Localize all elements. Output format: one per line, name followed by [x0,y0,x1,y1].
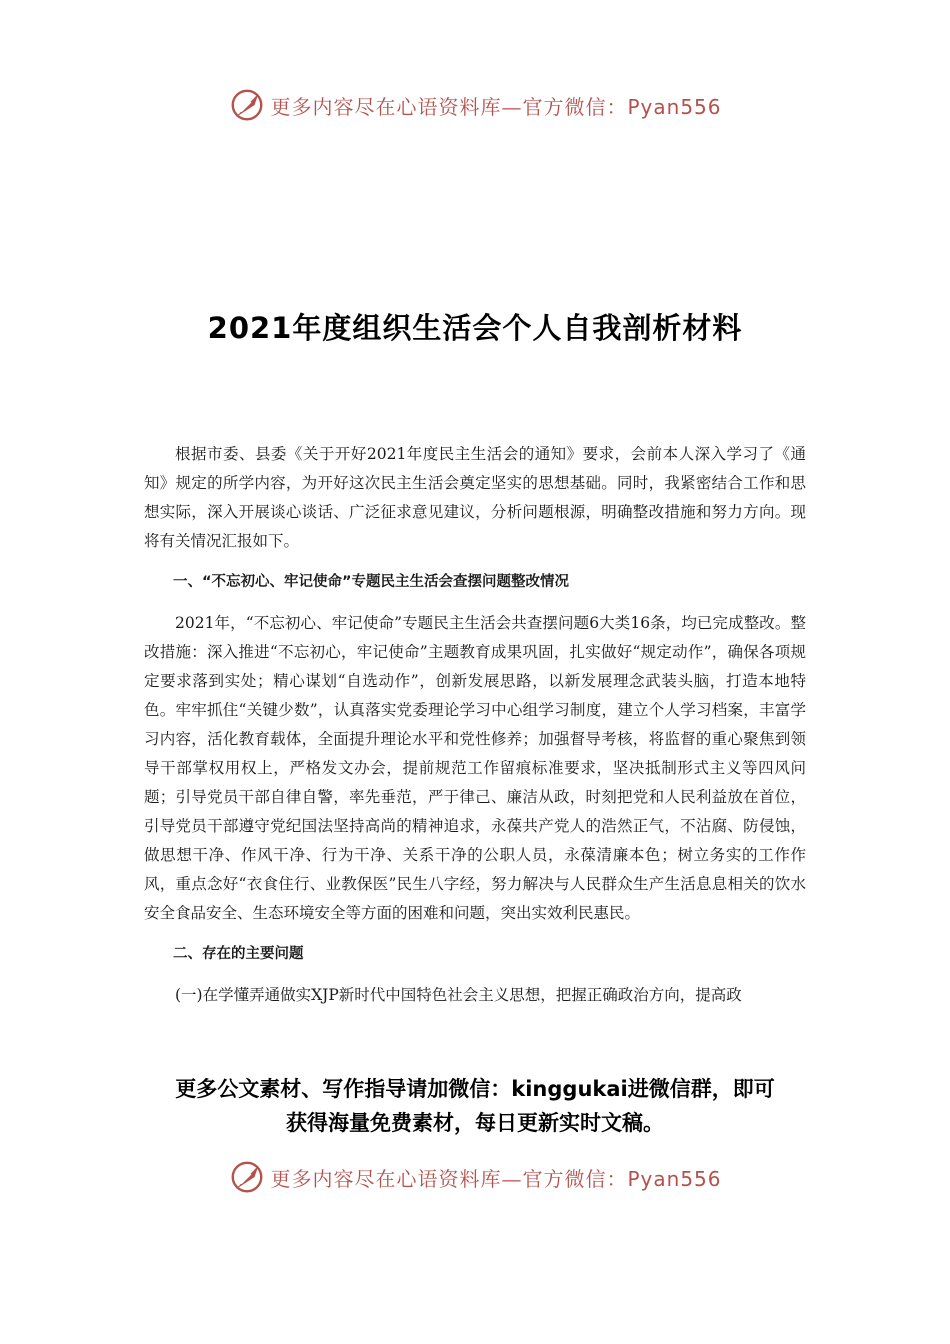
watermark-text: 更多内容尽在心语资料库—官方微信：Pyan556 [270,94,722,119]
section-heading-1: 一、“不忘初心、牢记使命”专题民主生活会查摆问题整改情况 [173,574,570,590]
section-heading-2: 二、存在的主要问题 [173,946,304,962]
watermark-text: 更多内容尽在心语资料库—官方微信：Pyan556 [270,1166,722,1191]
watermark-header [0,80,950,130]
promo-line-2: 获得海量免费素材，每日更新实时文稿。 [286,1111,664,1135]
quill-logo-icon [228,86,266,124]
document-title: 2021年度组织生活会个人自我剖析材料 [207,311,743,345]
document-body [144,440,806,1010]
intro-paragraph: 根据市委、县委《关于开好2021年度民主生活会的通知》要求，会前本人深入学习了《通知》规定的所学内容，为开好这次民主生活会奠定坚实的思想基础。同时，我紧密结合工作和思想实际，深入开展谈心谈话、广泛征求意见建议，分析问题根源，明确整改措施和努力方向。现将有关情况汇报如下。 [144,445,806,550]
section-1-paragraph: 2021年，“不忘初心、牢记使命”专题民主生活会共查摆问题6大类16条，均已完成整改。整改措施：深入推进“不忘初心，牢记使命”主题教育成果巩固，扎实做好“规定动作”，确保各项规定要求落到实处；精心谋划“自选动作”，创新发展思路，以新发展理念武装头脑，打造本地特色。牢牢抓住“关键少数”，认真落实党委理论学习中心组学习制度，建立个人学习档案，丰富学习内容，活化教育载体，全面提升理论水平和党性修养；加强督导考核，将监督的重心聚焦到领导干部掌权用权上，严格发文办会，提前规范工作留痕标准要求，坚决抵制形式主义等四风问题；引导党员干部自律自警，率先垂范，严于律己、廉洁从政，时刻把党和人民利益放在首位，引导党员干部遵守党纪国法坚持高尚的精神追求，永葆共产党人的浩然正气，不沾腐、防侵蚀，做思想干净、作风干净、行为干净、关系干净的公职人员，永葆清廉本色；树立务实的工作作风，重点念好“衣食住行、业教保医”民生八字经，努力解决与人民群众生产生活息息相关的饮水安全食品安全、生态环境安全等方面的困难和问题，突出实效利民惠民。 [144,614,806,922]
watermark-footer [0,1152,950,1202]
section-2-first-line: (一)在学懂弄通做实XJP新时代中国特色社会主义思想，把握正确政治方向，提高政 [175,986,742,1004]
promo-banner [140,1072,810,1140]
promo-line-1: 更多公文素材、写作指导请加微信：kinggukai进微信群，即可 [175,1077,775,1101]
quill-logo-icon [228,1158,266,1196]
